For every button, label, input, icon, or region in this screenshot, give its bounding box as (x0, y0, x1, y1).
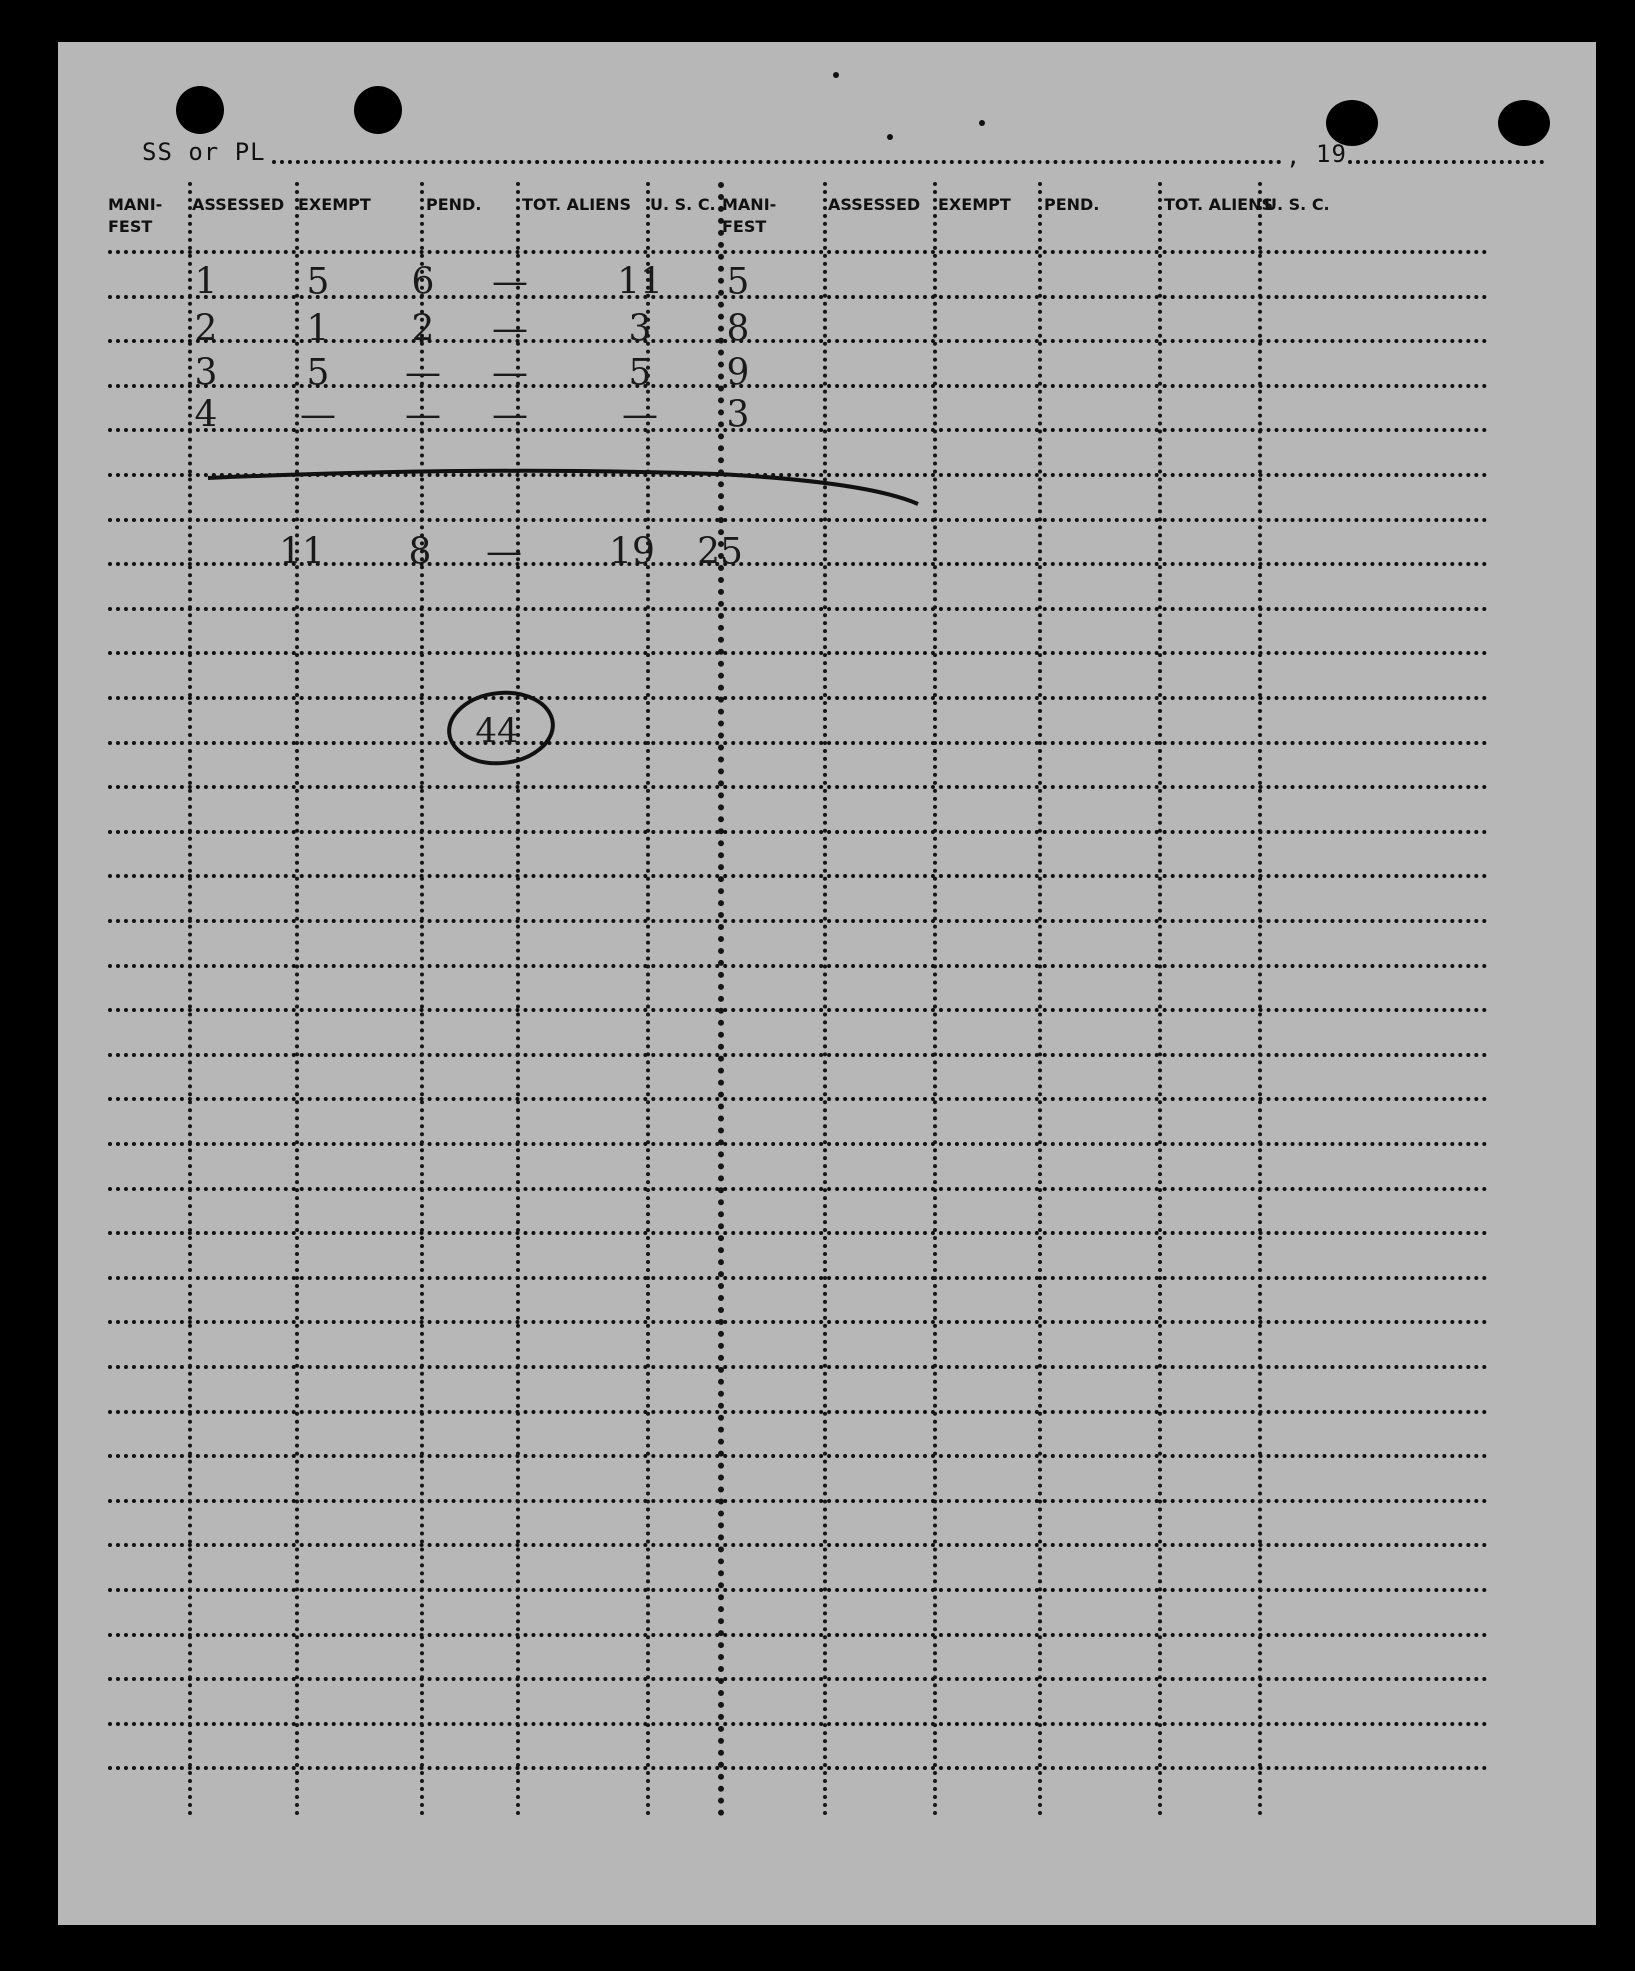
total-c2: 11 (279, 531, 325, 573)
entry-r1-c3: 6 (411, 261, 435, 303)
total-c3: 8 (408, 531, 432, 573)
year-prefix: 19 (1316, 140, 1347, 168)
entry-r3-c5: 5 (628, 352, 652, 394)
entry-r2-c2: 1 (306, 308, 330, 350)
entry-r1-c5: 11 (617, 261, 663, 303)
entry-r2-c6: 8 (726, 308, 750, 350)
right-header-1: ASSESSED (828, 195, 921, 214)
left-header-2: EXEMPT (298, 195, 371, 214)
entry-r3-c4: — (492, 352, 528, 394)
left-header-1: ASSESSED (192, 195, 285, 214)
entry-r2-c1: 2 (194, 308, 218, 350)
entry-r3-c3: — (405, 352, 441, 394)
date-comma: , (1286, 142, 1302, 170)
entry-r3-c2: 5 (306, 352, 330, 394)
left-header-4: TOT. ALIENS (522, 195, 632, 214)
right-header-0: MANI- FEST (722, 195, 777, 236)
entry-r2-c3: 2 (411, 308, 435, 350)
entry-r3-c6: 9 (726, 352, 750, 394)
entry-r3-c1: 3 (194, 352, 218, 394)
entry-r4-c2: — (300, 394, 336, 436)
total-c5: 19 (609, 531, 655, 573)
entry-r1-c2: 5 (306, 261, 330, 303)
entry-r4-c1: 4 (194, 394, 218, 436)
total-underline (208, 471, 918, 504)
entry-r4-c6: 3 (726, 394, 750, 436)
entry-r1-c6: 5 (726, 261, 750, 303)
right-header-4: TOT. ALIENS (1164, 195, 1274, 214)
circled-note: 44 (475, 711, 519, 751)
total-c4: — (486, 531, 522, 573)
form-sheet (58, 42, 1596, 1925)
left-header-0: MANI- FEST (108, 195, 163, 236)
entry-r1-c4: — (492, 261, 528, 303)
right-header-2: EXEMPT (938, 195, 1011, 214)
total-c6: 25 (697, 531, 743, 573)
entry-r4-c4: — (492, 394, 528, 436)
handwriting-layer (58, 42, 1596, 1925)
entry-r4-c3: — (405, 394, 441, 436)
entry-r2-c4: — (492, 308, 528, 350)
left-header-3: PEND. (426, 195, 482, 214)
entry-r2-c5: 3 (628, 308, 652, 350)
right-header-3: PEND. (1044, 195, 1100, 214)
right-header-5: U. S. C. (1264, 195, 1330, 214)
entry-r4-c5: — (622, 394, 658, 436)
entry-r1-c1: 1 (194, 261, 218, 303)
ship-label: SS or PL (142, 138, 266, 166)
left-header-5: U. S. C. (650, 195, 716, 214)
